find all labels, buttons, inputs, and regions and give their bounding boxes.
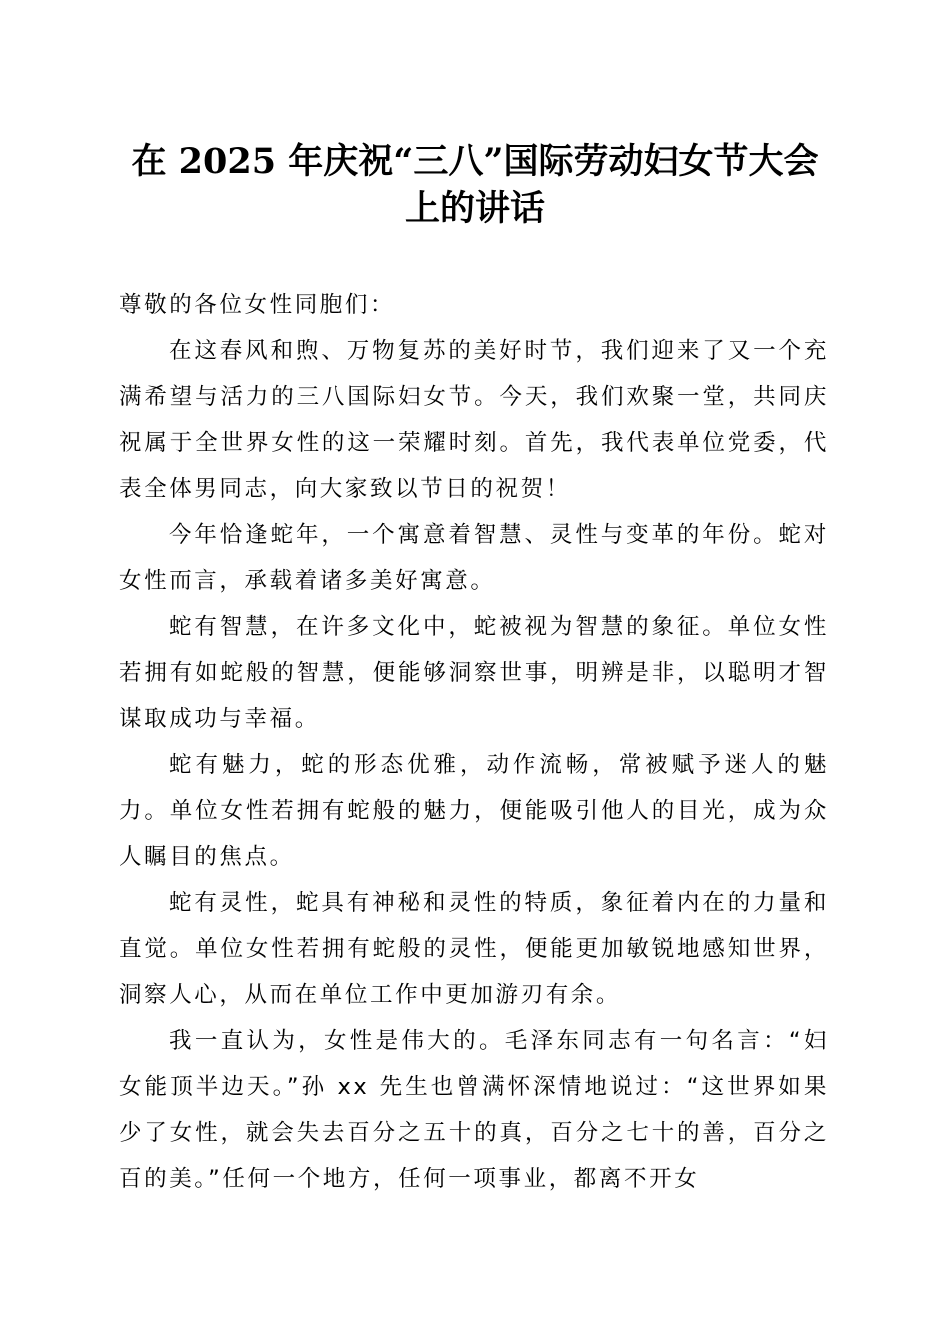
title-line-1: 在 2025 年庆祝“三八”国际劳动妇女节大会 <box>131 141 819 182</box>
document-title <box>0 138 950 232</box>
title-line-2: 上的讲话 <box>404 188 545 229</box>
paragraph-3: 蛇有智慧，在许多文化中，蛇被视为智慧的象征。单位女性若拥有如蛇般的智慧，便能够洞察世事，明辨是非，以聪明才智谋取成功与幸福。 <box>119 614 829 732</box>
document-body <box>119 282 829 1202</box>
paragraph-2: 今年恰逢蛇年，一个寓意着智慧、灵性与变革的年份。蛇对女性而言，承载着诸多美好寓意。 <box>119 522 829 594</box>
paragraph-5: 蛇有灵性，蛇具有神秘和灵性的特质，象征着内在的力量和直觉。单位女性若拥有蛇般的灵性，便能更加敏锐地感知世界，洞察人心，从而在单位工作中更加游刃有余。 <box>119 890 829 1008</box>
salutation: 尊敬的各位女性同胞们： <box>119 292 396 318</box>
paragraph-6: 我一直认为，女性是伟大的。毛泽东同志有一句名言：“妇女能顶半边天。”孙 xx 先生也曾满怀深情地说过：“这世界如果少了女性，就会失去百分之五十的真，百分之七十的善，百分之百的美。”任何一个地方，任何一项事业，都离不开女 <box>119 1028 829 1192</box>
paragraph-1: 在这春风和煦、万物复苏的美好时节，我们迎来了又一个充满希望与活力的三八国际妇女节。今天，我们欢聚一堂，共同庆祝属于全世界女性的这一荣耀时刻。首先，我代表单位党委，代表全体男同志，向大家致以节日的祝贺！ <box>119 338 829 502</box>
paragraph-4: 蛇有魅力，蛇的形态优雅，动作流畅，常被赋予迷人的魅力。单位女性若拥有蛇般的魅力，便能吸引他人的目光，成为众人瞩目的焦点。 <box>119 752 829 870</box>
